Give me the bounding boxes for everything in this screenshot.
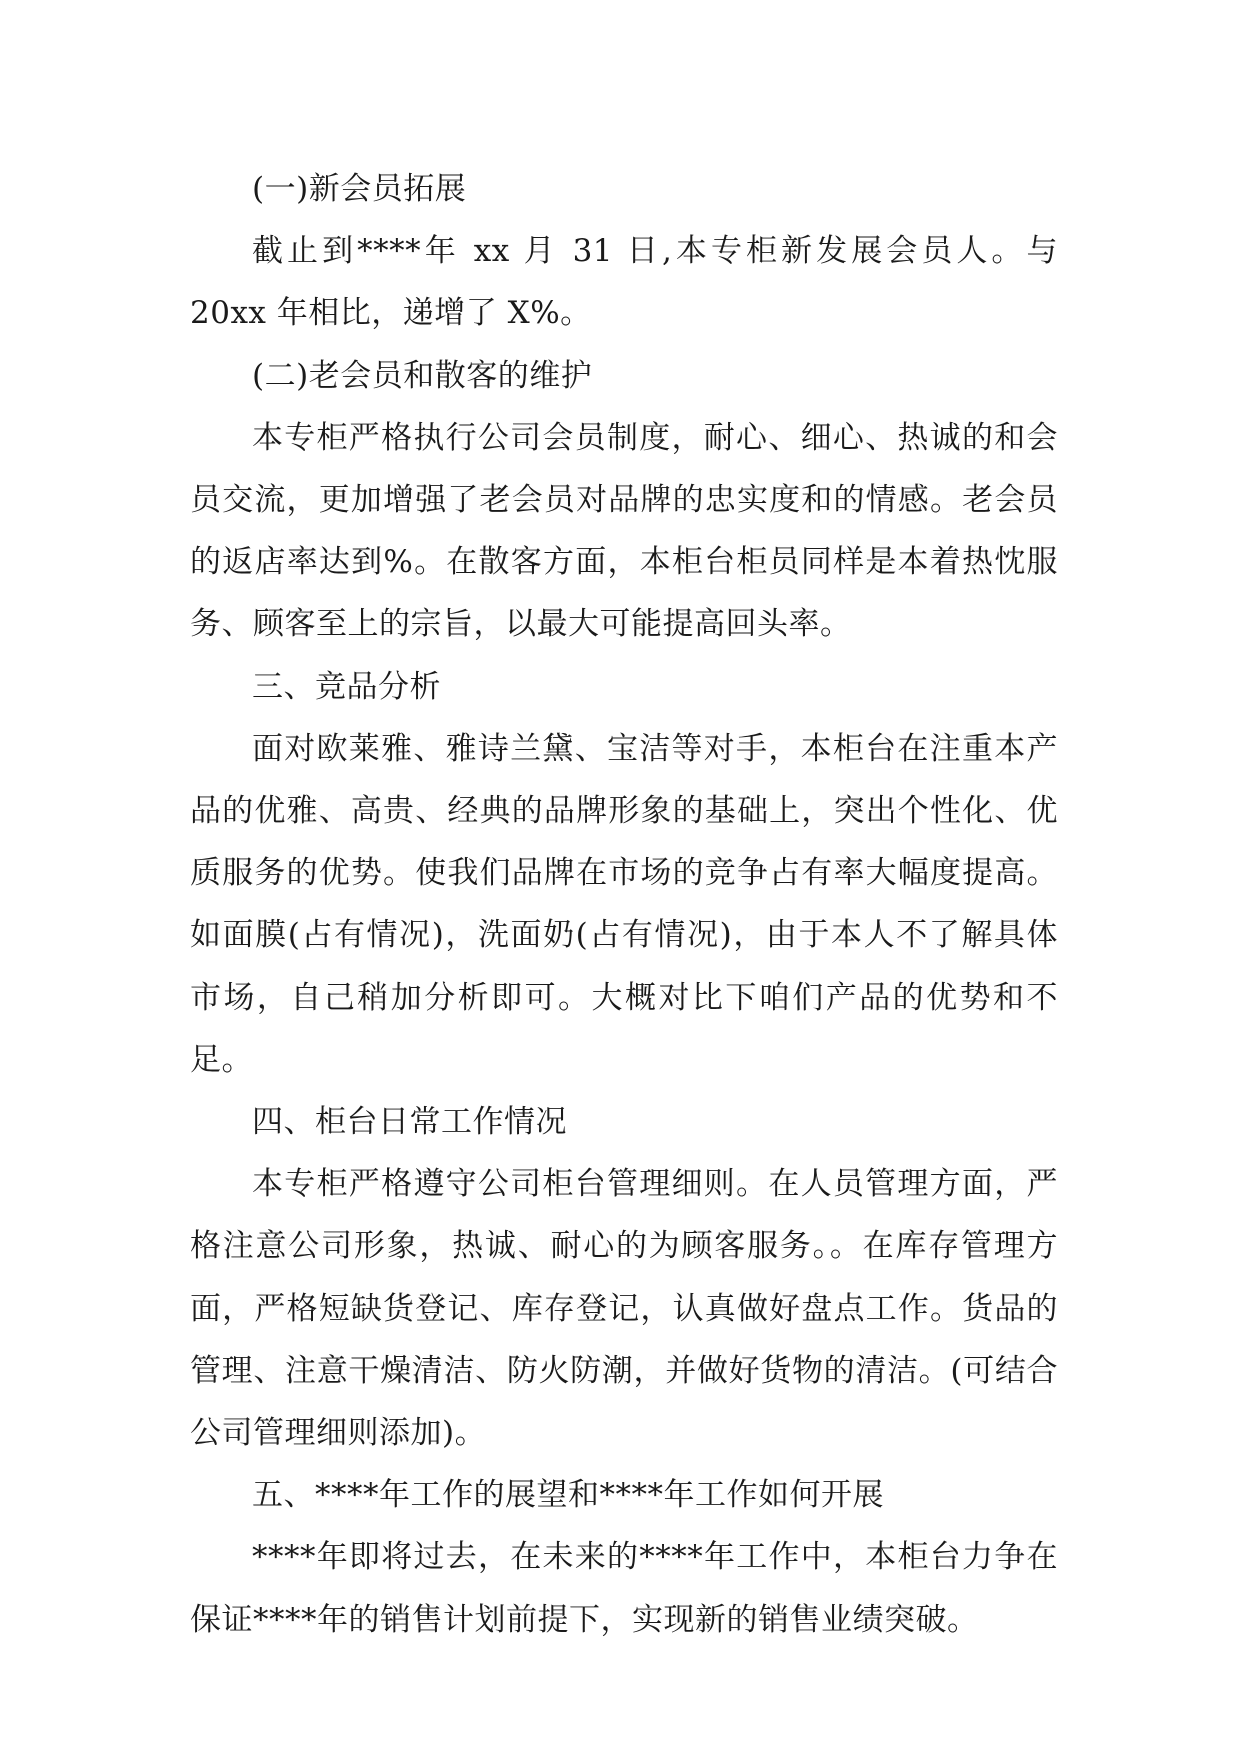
paragraph-daily-work: 本专柜严格遵守公司柜台管理细则。在人员管理方面，严格注意公司形象，热诚、耐心的为顾客服务。。在库存管理方面，严格短缺货登记、库存登记，认真做好盘点工作。货品的管理、注意干燥清洁、防火防潮，并做好货物的清洁。(可结合公司管理细则添加)。 bbox=[190, 1166, 1058, 1452]
section-heading-competitor-analysis: 三、竞品分析 bbox=[252, 668, 441, 705]
section-heading-daily-work: 四、柜台日常工作情况 bbox=[252, 1104, 567, 1141]
document-body bbox=[190, 158, 1058, 1651]
paragraph-outlook: ****年即将过去，在未来的****年工作中，本柜台力争在保证****年的销售计划前提下，实现新的销售业绩突破。 bbox=[190, 1539, 1058, 1638]
paragraph-new-members: 截止到****年 xx 月 31 日,本专柜新发展会员人。与 20xx 年相比，递增了 X%。 bbox=[190, 233, 1058, 332]
paragraph-competitor-analysis: 面对欧莱雅、雅诗兰黛、宝洁等对手，本柜台在注重本产品的优雅、高贵、经典的品牌形象的基础上，突出个性化、优质服务的优势。使我们品牌在市场的竞争占有率大幅度提高。如面膜(占有情况)，洗面奶(占有情况)，由于本人不了解具体市场，自己稍加分析即可。大概对比下咱们产品的优势和不足。 bbox=[190, 730, 1058, 1078]
section-heading-outlook: 五、****年工作的展望和****年工作如何开展 bbox=[252, 1477, 884, 1514]
section-heading-new-members: (一)新会员拓展 bbox=[252, 171, 467, 207]
section-heading-member-maintenance: (二)老会员和散客的维护 bbox=[252, 357, 593, 394]
paragraph-member-maintenance: 本专柜严格执行公司会员制度，耐心、细心、热诚的和会员交流，更加增强了老会员对品牌的忠实度和的情感。老会员的返店率达到%。在散客方面，本柜台柜员同样是本着热忱服务、顾客至上的宗旨，以最大可能提高回头率。 bbox=[190, 419, 1058, 643]
